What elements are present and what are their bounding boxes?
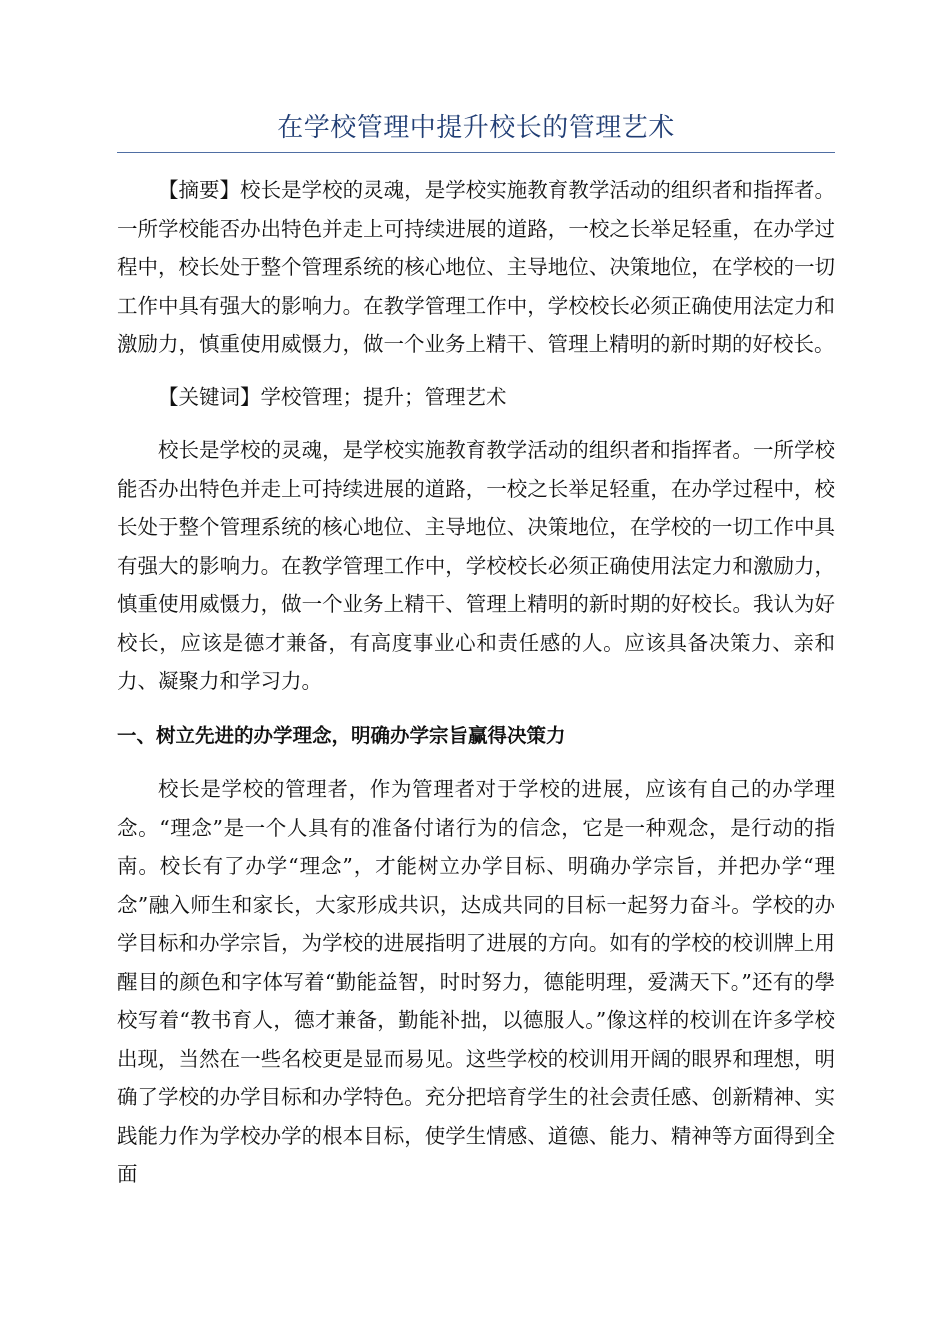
document-title: 在学校管理中提升校长的管理艺术 — [117, 110, 835, 153]
keywords-paragraph: 【关键词】学校管理；提升；管理艺术 — [158, 384, 507, 409]
abstract-paragraph: 【摘要】校长是学校的灵魂，是学校实施教育教学活动的组织者和指挥者。一所学校能否办出特色并走上可持续进展的道路，一校之长举足轻重，在办学过程中，校长处于整个管理系统的核心地位、主导地位、决策地位，在学校的一切工作中具有强大的影响力。在教学管理工作中，学校校长必须正确使用法定力和激励力，慎重使用威慑力，做一个业务上精干、管理上精明的新时期的好校长。 — [117, 178, 835, 356]
section-heading-1: 一、树立先进的办学理念，明确办学宗旨赢得决策力 — [117, 723, 566, 747]
body-paragraph-1: 校长是学校的灵魂，是学校实施教育教学活动的组织者和指挥者。一所学校能否办出特色并走上可持续进展的道路，一校之长举足轻重，在办学过程中，校长处于整个管理系统的核心地位、主导地位、决策地位，在学校的一切工作中具有强大的影响力。在教学管理工作中，学校校长必须正确使用法定力和激励力，慎重使用威慑力，做一个业务上精干、管理上精明的新时期的好校长。我认为好校长，应该是德才兼备，有高度事业心和责任感的人。应该具备决策力、亲和力、凝聚力和学习力。 — [117, 438, 835, 693]
document-page — [117, 110, 835, 1194]
body-paragraph-2: 校长是学校的管理者，作为管理者对于学校的进展，应该有自己的办学理念。“理念”是一个人具有的准备付诸行为的信念，它是一种观念，是行动的指南。校长有了办学“理念”，才能树立办学目标、明确办学宗旨，并把办学“理念”融入师生和家长，大家形成共识，达成共同的目标一起努力奋斗。学校的办学目标和办学宗旨，为学校的进展指明了进展的方向。如有的学校的校训牌上用醒目的颜色和字体写着“勤能益智，时时努力，德能明理，爱满天下。”还有的學校写着“教书育人，德才兼备，勤能补拙，以德服人。”像这样的校训在许多学校出现，当然在一些名校更是显而易见。这些学校的校训用开阔的眼界和理想，明确了学校的办学目标和办学特色。充分把培育学生的社会责任感、创新精神、实践能力作为学校办学的根本目标，使学生情感、道德、能力、精神等方面得到全面 — [117, 777, 835, 1186]
